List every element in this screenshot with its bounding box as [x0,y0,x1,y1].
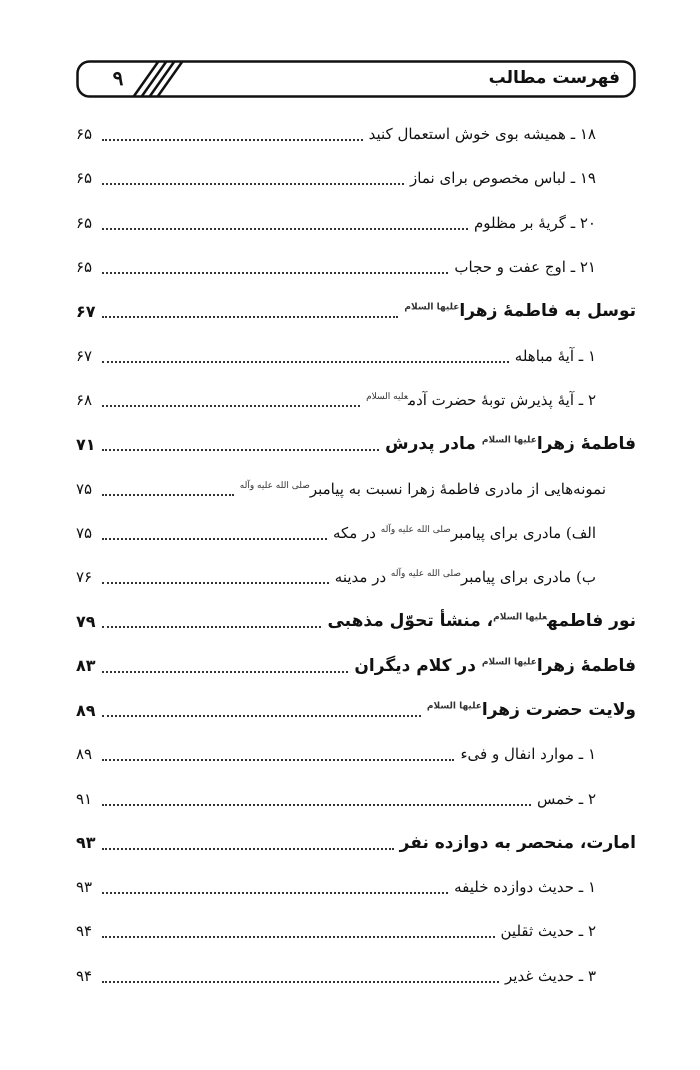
toc-entry-label [400,301,636,321]
toc-entry-label [331,568,596,586]
toc-entry-label [329,524,596,542]
dot-leader [102,626,321,628]
toc-entry-label [497,922,596,940]
toc-page-number: ۷۶ [76,568,93,587]
toc-entry-label [362,391,596,409]
toc-entry-text: نور فاطمه [547,611,636,632]
toc-page-number: ۷۹ [76,611,96,631]
toc-entry-row[interactable] [76,156,636,200]
dot-leader [102,671,348,673]
toc-entry-row[interactable] [76,865,636,909]
toc-entry-label [501,967,596,985]
page-title: فهرست مطالب [488,68,620,88]
toc-entry-text: ۲۱ ـ اوج عفت و حجاب [454,258,596,277]
toc-entry-row[interactable] [76,245,636,289]
toc-entry-row[interactable] [76,954,636,998]
toc-page-number: ۶۵ [76,125,93,144]
toc-entry-text: ب) مادری برای پیامبر [460,568,596,587]
page-number: ۹ [112,66,124,90]
toc-entry-row[interactable] [76,732,636,776]
toc-entry-row[interactable] [76,201,636,245]
dot-leader [102,272,448,274]
toc-entry-text: ولایت حضرت زهرا [481,700,636,720]
toc-entry-row[interactable] [76,333,636,377]
toc-page-number: ۶۷ [76,301,96,321]
dot-leader [102,361,509,363]
toc-entry-label [456,745,596,763]
toc-entry-row[interactable] [76,466,636,510]
toc-entry-row[interactable] [76,776,636,820]
toc-page-number: ۶۷ [76,346,93,365]
dot-leader [102,538,327,540]
toc-page-number: ۶۸ [76,390,93,409]
toc-entry-label [450,878,596,896]
toc-entry-label [381,434,636,454]
dot-leader [102,494,234,496]
dot-leader [102,936,495,938]
header-ornament-stripes [134,62,182,96]
toc-entry-text: امارت، منحصر به دوازده نفر [399,832,636,853]
toc-entry-text-suffix: در کلام دیگران [354,655,482,676]
toc-entry-text-suffix: در مکه [332,523,381,542]
toc-heading-row[interactable] [76,821,636,865]
toc-entry-text-suffix: در مدینه [334,568,391,587]
toc-entry-label [406,169,596,187]
toc-entry-text: فاطمهٔ زهرا [536,655,636,676]
toc-entry-text: ۱ ـ حدیث دوازده خلیفه [454,878,596,897]
toc-page-number: ۹۳ [76,878,93,897]
toc-entry-text: ۲ ـ خمس [536,789,596,808]
dot-leader [102,405,360,407]
honorific-mark: عليها السلام [481,435,537,446]
toc-entry-text: ۱۸ ـ همیشه بوی خوش استعمال کنید [368,125,596,144]
toc-page-number: ۷۵ [76,523,93,542]
toc-page-number: ۶۵ [76,169,93,188]
dot-leader [102,804,531,806]
toc-page-number: ۸۹ [76,700,96,720]
honorific-mark: عليها السلام [481,657,537,668]
toc-entry-text: الف) مادری برای پیامبر [450,523,596,542]
dot-leader [102,759,454,761]
toc-entry-text: ۱ ـ آیهٔ مباهله [514,346,596,365]
toc-entry-text: ۲۰ ـ گریهٔ بر مظلوم [473,213,596,232]
toc-page-number: ۹۱ [76,789,93,808]
toc-page-number: ۹۳ [76,833,96,853]
toc-entry-row[interactable] [76,555,636,599]
toc-page-number: ۸۹ [76,745,93,764]
honorific-mark: صلى الله عليه وآله [239,480,310,491]
honorific-mark: عليه السلام [366,391,409,402]
toc-entry-row[interactable] [76,909,636,953]
dot-leader [102,715,421,717]
dot-leader [102,892,448,894]
toc-entry-label [350,656,636,676]
toc-entry-text: ۱ ـ موارد انفال و فیء [460,745,596,764]
toc-entry-row[interactable] [76,511,636,555]
toc-entry-text: ۱۹ ـ لباس مخصوص برای نماز [410,169,596,188]
toc-page-number: ۸۳ [76,656,96,676]
toc-entry-label [423,700,636,720]
toc-entry-text: ۲ ـ حدیث ثقلین [500,922,596,941]
toc-entry-label [236,480,606,498]
toc-entry-row[interactable] [76,378,636,422]
dot-leader [102,848,394,850]
toc-entry-row[interactable] [76,112,636,156]
toc-entry-text: ۳ ـ حدیث غدیر [505,966,596,985]
toc-entry-label [511,347,596,365]
toc-heading-row[interactable] [76,644,636,688]
toc-entry-label [470,214,596,232]
honorific-mark: عليها السلام [426,701,482,712]
toc-entry-text-suffix: مادر پدرش [385,434,482,455]
honorific-mark: صلى الله عليه وآله [390,569,461,580]
toc-heading-row[interactable] [76,422,636,466]
dot-leader [102,449,379,451]
toc-entry-text: ۲ ـ آیهٔ پذیرش توبهٔ حضرت آدم [408,390,596,409]
toc-page-number: ۶۵ [76,258,93,277]
toc-heading-row[interactable] [76,289,636,333]
dot-leader [102,981,499,983]
dot-leader [102,582,329,584]
toc-page-number: ۹۴ [76,966,93,985]
toc-entry-label [450,258,596,276]
toc-heading-row[interactable] [76,688,636,732]
honorific-mark: عليها السلام [404,302,460,313]
honorific-mark: صلى الله عليه وآله [380,524,451,535]
toc-page-number: ۶۵ [76,213,93,232]
toc-entry-label [396,833,636,853]
toc-page-number: ۷۵ [76,479,93,498]
toc-page-number: ۹۴ [76,922,93,941]
dot-leader [102,228,468,230]
toc-entry-label [323,611,636,631]
dot-leader [102,316,398,318]
dot-leader [102,183,404,185]
honorific-mark: عليها السلام [493,612,548,623]
toc-heading-row[interactable] [76,599,636,643]
toc-entry-text: نمونه‌هایی از مادری فاطمهٔ زهرا نسبت به پیامبر [309,479,606,498]
table-of-contents [76,112,636,998]
toc-entry-text: توسل به فاطمهٔ زهرا [459,301,636,322]
toc-entry-text: فاطمهٔ زهرا [536,434,636,455]
toc-entry-label [365,125,596,143]
dot-leader [102,139,363,141]
running-header [76,60,636,98]
toc-entry-text-suffix: ، منشأ تحوّل مذهبی [327,611,494,632]
toc-entry-label [533,790,596,808]
toc-page-number: ۷۱ [76,434,96,454]
